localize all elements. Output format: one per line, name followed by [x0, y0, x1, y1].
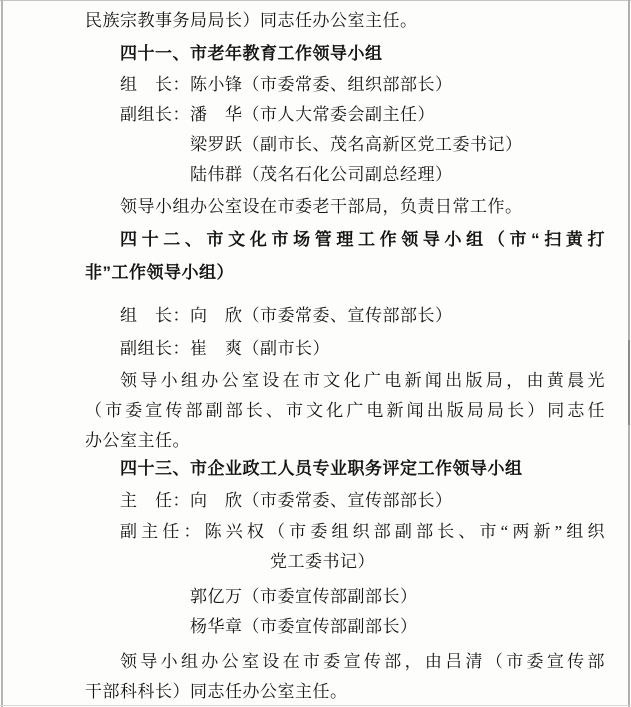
section-41-heading: 四十一、市老年教育工作领导小组	[120, 44, 383, 63]
scan-edge-top	[0, 0, 631, 1]
section-42-office-note-line-1: 领导小组办公室设在市文化广电新闻出版局，由黄晨光	[120, 371, 605, 390]
scan-edge-left	[1, 0, 3, 707]
section-43-heading: 四十三、市企业政工人员专业职务评定工作领导小组	[120, 459, 523, 478]
section-43-deputy-line-2: 郭亿万（市委宣传部副部长）	[190, 587, 418, 606]
section-41-office-note: 领导小组办公室设在市委老干部局，负责日常工作。	[120, 197, 523, 216]
section-42-heading-line-2: 非”工作领导小组）	[85, 263, 234, 282]
section-41-deputy-line-1: 副组长：潘 华（市人大常委会副主任）	[120, 105, 435, 124]
scan-edge-right-artifact	[628, 340, 630, 425]
paragraph-continuation-office-director: 民族宗教事务局局长）同志任办公室主任。	[85, 11, 418, 30]
section-42-heading-line-1: 四十二、市文化市场管理工作领导小组（市“扫黄打	[120, 230, 605, 249]
section-43-director-line: 主 任：向 欣（市委常委、宣传部部长）	[120, 491, 453, 510]
section-42-office-note-line-2: （市委宣传部副部长、市文化广电新闻出版局局长）同志任	[85, 401, 605, 420]
section-42-office-note-line-3: 办公室主任。	[85, 431, 190, 450]
section-43-deputy-line-3: 杨华章（市委宣传部副部长）	[190, 617, 418, 636]
section-41-deputy-line-3: 陆伟群（茂名石化公司副总经理）	[190, 165, 453, 184]
section-43-deputy-line-1: 副主任：陈兴权（市委组织部副部长、市“两新”组织	[120, 522, 605, 541]
section-43-office-note-line-2: 干部科科长）同志任办公室主任。	[85, 682, 348, 701]
section-42-leader-line: 组 长：向 欣（市委常委、宣传部部长）	[120, 306, 453, 325]
section-42-deputy-line: 副组长：崔 爽（副市长）	[120, 339, 330, 358]
section-43-office-note-line-1: 领导小组办公室设在市委宣传部，由吕清（市委宣传部	[120, 652, 605, 671]
section-41-leader-line: 组 长：陈小锋（市委常委、组织部部长）	[120, 75, 453, 94]
section-41-deputy-line-2: 梁罗跃（副市长、茂名高新区党工委书记）	[190, 135, 523, 154]
section-43-deputy-line-1-cont: 党工委书记）	[270, 552, 375, 571]
scan-edge-bottom	[0, 705, 631, 706]
